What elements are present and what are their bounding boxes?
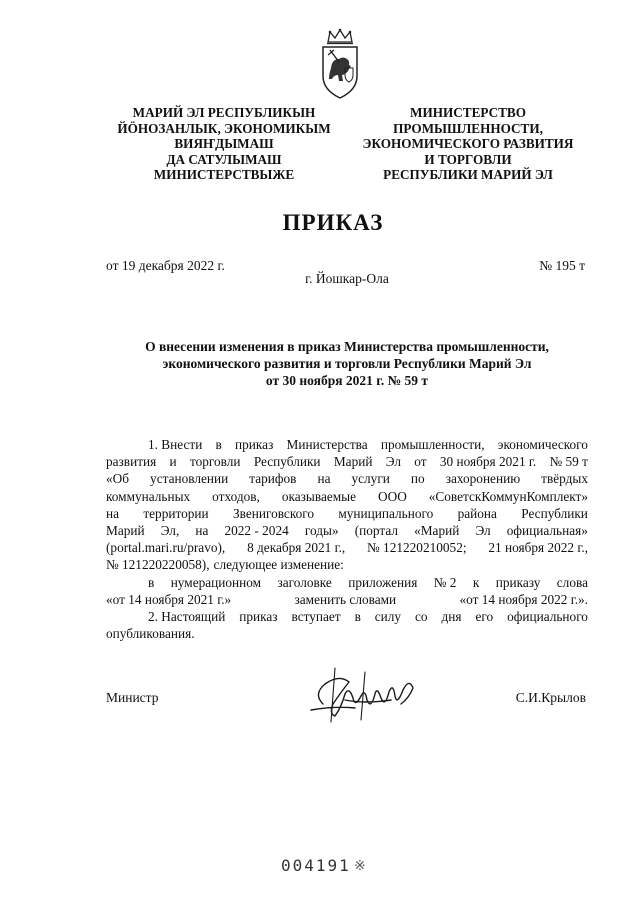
body-word: коммунальных <box>106 488 191 504</box>
header-left-line: МИНИСТЕРСТВЫЖЕ <box>153 167 295 183</box>
body-word: вступает <box>291 609 341 625</box>
body-line <box>106 556 588 573</box>
body-word: со <box>415 609 428 625</box>
body-word: опубликования. <box>106 626 195 642</box>
coat-of-arms-icon <box>318 28 362 100</box>
body-word: экономического <box>497 437 588 452</box>
document-date: от 19 декабря 2022 г. <box>106 258 225 273</box>
serial-number: 004191 <box>281 856 351 875</box>
body-word: № 2 <box>433 574 457 590</box>
body-line <box>106 453 588 470</box>
body-word: от <box>414 454 427 470</box>
header-right-line: И ТОРГОВЛИ <box>424 151 512 167</box>
body-word: 2. Настоящий <box>148 609 226 625</box>
body-word: официальная» <box>506 523 588 539</box>
body-word: «от 14 ноября 2021 г.» <box>106 591 232 607</box>
serial-mark: ※ <box>354 859 366 874</box>
body-word: «Об <box>106 471 130 487</box>
body-word: 8 декабря 2021 г., <box>247 540 346 556</box>
body-word: к <box>472 574 480 590</box>
signatory-name: С.И.Крылов <box>515 690 586 705</box>
body-word: Республики <box>253 454 321 470</box>
body-word: на <box>195 523 209 539</box>
body-word: 2022 - 2024 <box>224 523 289 539</box>
body-word: Эл <box>385 454 401 470</box>
subject-line: экономического развития и торговли Республики Марий Эл <box>162 356 532 371</box>
body-word: ООО <box>377 488 407 504</box>
body-word: силу <box>374 609 402 625</box>
body-line <box>106 625 588 642</box>
handwritten-signature-icon <box>305 664 435 726</box>
body-word: Эл <box>475 523 491 539</box>
body-word: в <box>148 574 155 590</box>
body-line <box>106 522 588 539</box>
body-word: «Марий <box>414 523 460 539</box>
header-left-line: ЙӦНОЗАНЛЫК, ЭКОНОМИКЫМ <box>117 120 331 136</box>
body-word: заголовке <box>277 574 332 590</box>
body-word: следующее изменение: <box>213 557 344 573</box>
document-number: № 195 т <box>539 258 585 273</box>
document-subject <box>106 338 588 389</box>
header-left-block <box>106 105 342 183</box>
header-right-line: ЭКОНОМИЧЕСКОГО РАЗВИТИЯ <box>362 136 574 152</box>
header-left-line: ВИЯҤДЫМАШ <box>174 136 274 152</box>
body-line <box>106 574 588 591</box>
body-word: оказываемые <box>281 488 357 504</box>
body-line <box>106 488 588 505</box>
body-word: Марий <box>106 523 145 539</box>
subject-line: О внесении изменения в приказ Министерства промышленности, <box>145 339 549 354</box>
body-word: № 121220220058), <box>106 557 210 573</box>
signatory-title: Министр <box>106 690 159 705</box>
header-left-line: ДА САТУЛЫМАШ <box>166 151 282 167</box>
body-word: захоронению <box>445 471 521 487</box>
document-city: г. Йошкар-Ола <box>305 271 389 286</box>
body-line <box>106 505 588 522</box>
body-word: его <box>475 609 494 625</box>
body-word: твёрдых <box>541 471 588 487</box>
body-word: «от 14 ноября 2022 г.». <box>459 591 588 607</box>
body-word: на <box>106 505 120 521</box>
body-word: № 59 т <box>549 454 588 470</box>
body-word: тарифов <box>249 471 297 487</box>
body-word: территории <box>143 505 209 521</box>
subject-line: от 30 ноября 2021 г. № 59 т <box>265 373 429 388</box>
body-word: Республики <box>521 505 588 521</box>
body-word: установлении <box>150 471 229 487</box>
document-body <box>106 436 588 642</box>
body-word: в <box>354 609 361 625</box>
body-word: 30 ноября 2021 г. <box>439 454 537 470</box>
header-right-block <box>342 105 594 183</box>
body-word: в <box>215 437 222 452</box>
body-line <box>106 591 588 608</box>
body-word: Звениговского <box>232 505 315 521</box>
body-word: 1. Внести <box>148 437 203 452</box>
body-word: и <box>169 454 177 470</box>
body-word: промышленности, <box>380 437 485 452</box>
body-line <box>106 436 588 453</box>
body-word: годы» <box>304 523 339 539</box>
body-word: № 121220210052; <box>367 540 467 556</box>
header-right-line: ПРОМЫШЛЕННОСТИ, <box>393 120 543 136</box>
body-word: развития <box>106 454 157 470</box>
body-line <box>106 539 588 556</box>
body-word: заменить словами <box>294 591 397 607</box>
body-word: на <box>317 471 331 487</box>
body-word: (portal.mari.ru/pravo), <box>106 540 226 556</box>
body-word: услуги <box>351 471 390 487</box>
body-word: отходов, <box>212 488 260 504</box>
body-word: нумерационном <box>170 574 262 590</box>
header-right-line: РЕСПУБЛИКИ МАРИЙ ЭЛ <box>383 167 553 183</box>
body-word: муниципального <box>338 505 434 521</box>
body-word: дня <box>441 609 462 625</box>
body-word: (портал <box>354 523 398 539</box>
body-word: слова <box>556 574 588 590</box>
body-word: района <box>457 505 497 521</box>
body-word: приказу <box>495 574 541 590</box>
body-word: приказ <box>239 609 278 625</box>
header-right-line: МИНИСТЕРСТВО <box>410 105 526 120</box>
body-word: по <box>410 471 425 487</box>
body-word: «СоветскКоммунКомплект» <box>428 488 588 504</box>
document-type-title: ПРИКАЗ <box>282 210 384 235</box>
body-word: 21 ноября 2022 г., <box>488 540 588 556</box>
body-word: приложения <box>348 574 418 590</box>
body-line <box>106 608 588 625</box>
body-word: Марий <box>333 454 373 470</box>
header-left-line: МАРИЙ ЭЛ РЕСПУБЛИКЫН <box>132 105 316 120</box>
body-line <box>106 470 588 487</box>
body-word: официального <box>507 609 588 625</box>
body-word: Министерства <box>286 437 368 452</box>
body-word: торговли <box>189 454 241 470</box>
body-word: приказ <box>235 437 274 452</box>
body-word: Эл, <box>160 523 180 539</box>
